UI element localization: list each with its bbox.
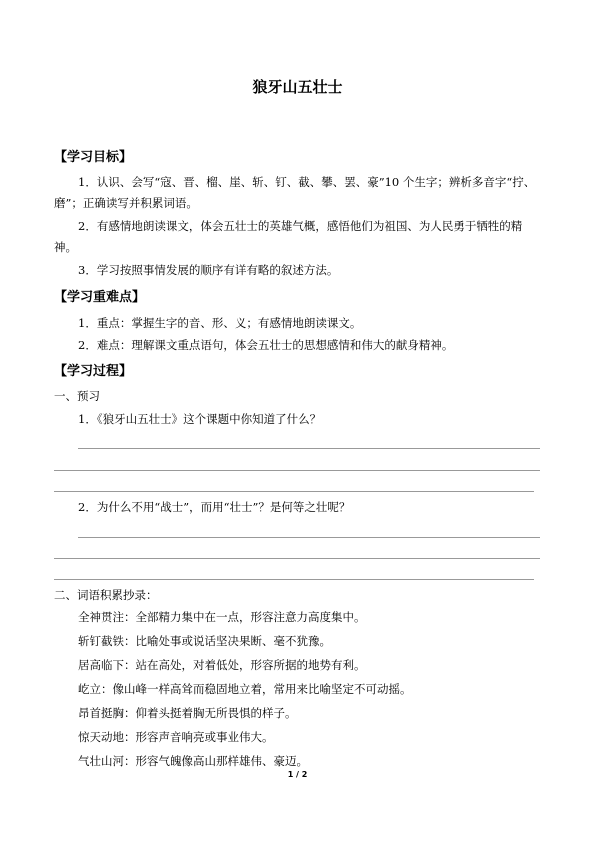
vocab-item: 屹立：像山峰一样高耸而稳固地立着，常用来比喻坚定不可动摇。 <box>78 682 412 696</box>
goal-item-2: 2．有感情地朗读课文，体会五壮士的英雄气概，感悟他们为祖国、为人民勇于牺牲的精神。 <box>54 219 523 254</box>
page-number: 1 / 2 <box>287 770 308 779</box>
vocab-item: 惊天动地：形容声音响亮或事业伟大。 <box>78 730 274 744</box>
answer-line <box>54 470 540 471</box>
goal-item-3: 3．学习按照事情发展的顺序有详有略的叙述方法。 <box>78 263 339 277</box>
vocab-item: 居高临下：站在高处，对着低处，形容所据的地势有利。 <box>78 658 366 672</box>
vocab-item: 斩钉截铁：比喻处事或说话坚决果断、毫不犹豫。 <box>78 634 331 648</box>
answer-line <box>54 491 534 492</box>
answer-line <box>78 448 540 449</box>
process-heading: 【学习过程】 <box>54 364 133 379</box>
preview-label: 一、预习 <box>54 389 100 403</box>
difficulty-item-2: 2．难点：理解课文重点语句，体会五壮士的思想感情和伟大的献身精神。 <box>78 338 454 352</box>
answer-line <box>78 537 540 538</box>
vocab-item: 全神贯注：全部精力集中在一点，形容注意力高度集中。 <box>78 610 366 624</box>
answer-line <box>54 579 534 580</box>
difficulties-heading: 【学习重难点】 <box>54 290 146 305</box>
question-1: 1．《狼牙山五壮士》这个课题中你知道了什么？ <box>78 412 322 426</box>
goals-heading: 【学习目标】 <box>54 150 133 165</box>
goal-item-1: 1．认识、会写“寇、晋、榴、崖、斩、钉、截、攀、罢、豪”10 个生字；辨析多音字“拧、磨”；正确读写并积累词语。 <box>54 175 536 210</box>
question-2: 2．为什么不用“战士”，而用“壮士”？是何等之壮呢？ <box>78 500 351 514</box>
page-title: 狼牙山五壮士 <box>252 78 343 96</box>
vocab-label: 二、词语积累抄录： <box>54 588 158 602</box>
difficulty-item-1: 1．重点：掌握生字的音、形、义；有感情地朗读课文。 <box>78 316 362 330</box>
vocab-item: 气壮山河：形容气魄像高山那样雄伟、豪迈。 <box>78 754 308 768</box>
answer-line <box>54 558 540 559</box>
vocab-item: 昂首挺胸：仰着头挺着胸无所畏惧的样子。 <box>78 706 297 720</box>
